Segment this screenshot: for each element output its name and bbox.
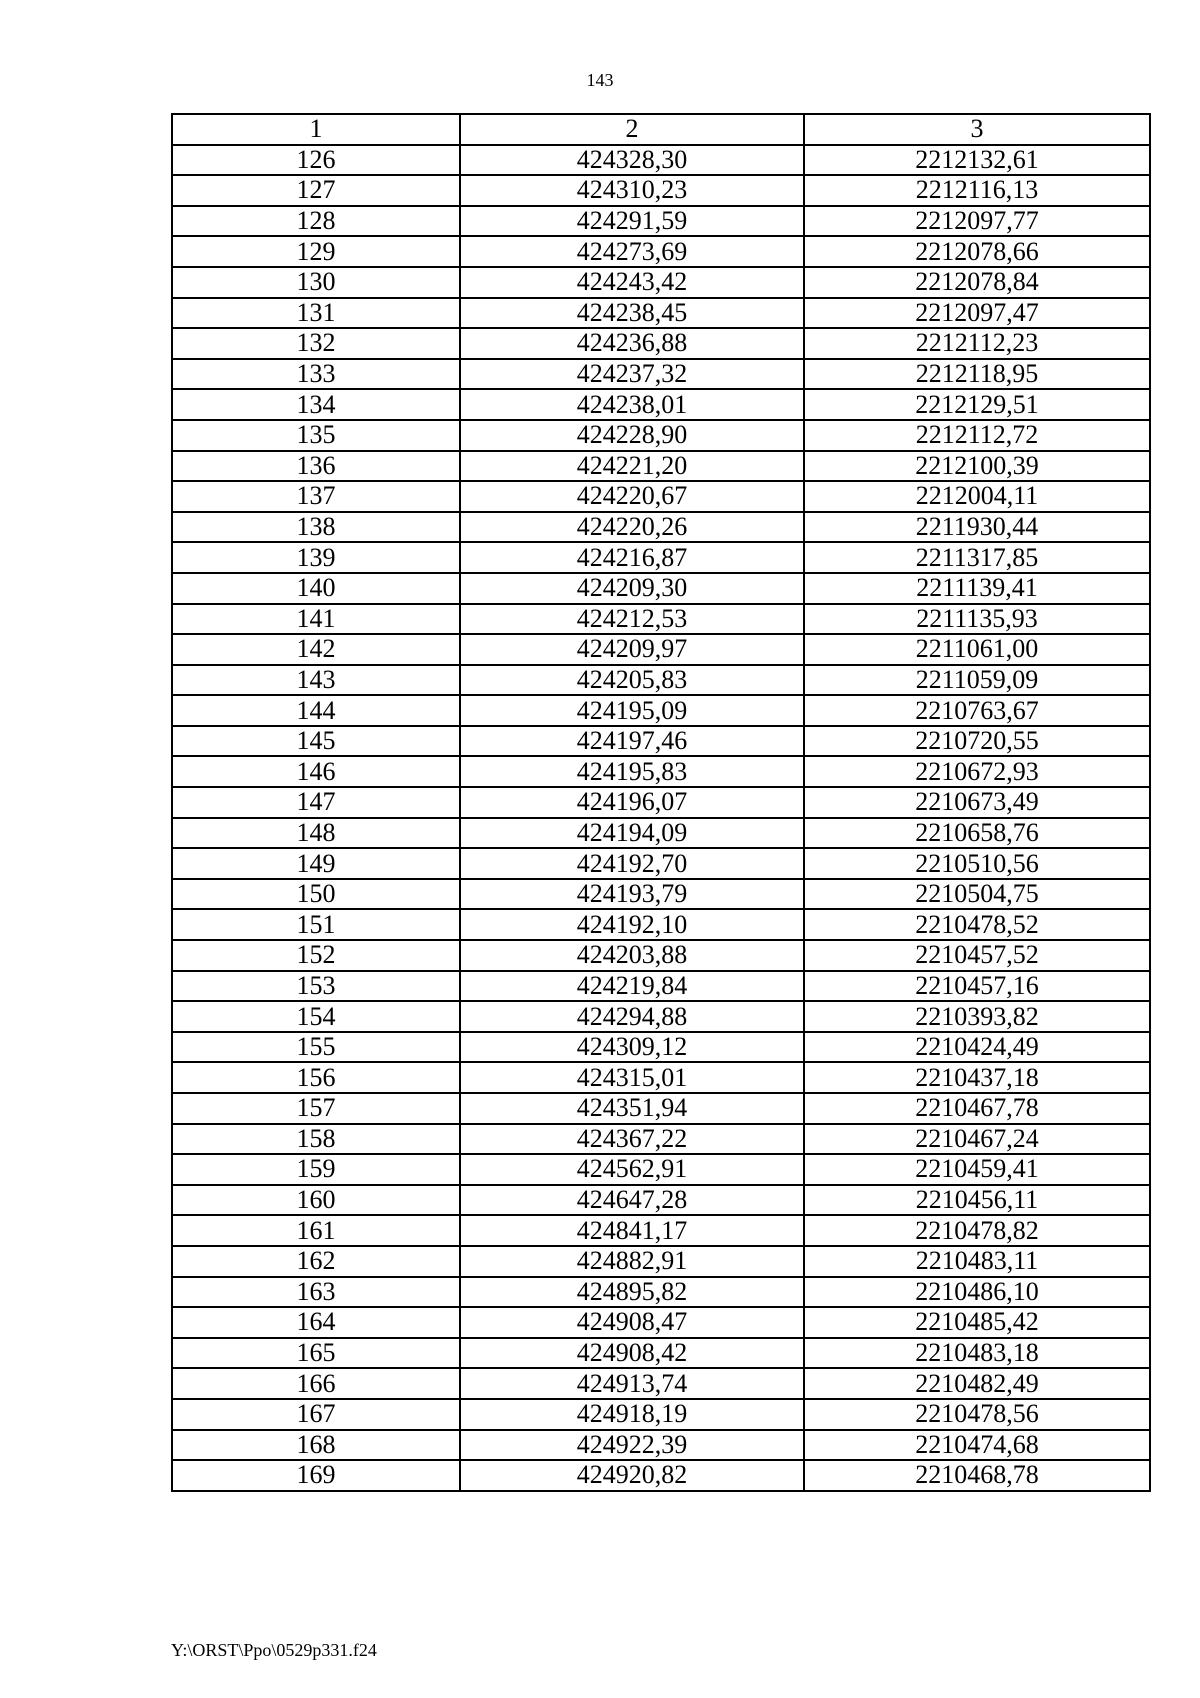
y-coordinate-cell: 2212097,77 [804, 206, 1150, 237]
y-coordinate-cell: 2210478,82 [804, 1215, 1150, 1246]
x-coordinate-cell: 424195,09 [460, 695, 804, 726]
point-number-cell: 138 [172, 512, 460, 543]
y-coordinate-cell: 2210672,93 [804, 756, 1150, 787]
x-coordinate-cell: 424220,67 [460, 481, 804, 512]
table-row [172, 940, 1150, 971]
point-number-cell: 168 [172, 1430, 460, 1461]
y-coordinate-cell: 2211930,44 [804, 512, 1150, 543]
table-row [172, 726, 1150, 757]
x-coordinate-cell: 424882,91 [460, 1246, 804, 1277]
x-coordinate-cell: 424908,42 [460, 1338, 804, 1369]
x-coordinate-cell: 424243,42 [460, 267, 804, 298]
x-coordinate-cell: 424895,82 [460, 1277, 804, 1308]
table-row [172, 420, 1150, 451]
column-header-3: 3 [804, 114, 1150, 145]
y-coordinate-cell: 2210424,49 [804, 1032, 1150, 1063]
x-coordinate-cell: 424193,79 [460, 879, 804, 910]
x-coordinate-cell: 424219,84 [460, 971, 804, 1002]
table-row [172, 909, 1150, 940]
point-number-cell: 132 [172, 328, 460, 359]
x-coordinate-cell: 424291,59 [460, 206, 804, 237]
y-coordinate-cell: 2210504,75 [804, 879, 1150, 910]
x-coordinate-cell: 424913,74 [460, 1368, 804, 1399]
table-row [172, 756, 1150, 787]
point-number-cell: 128 [172, 206, 460, 237]
table-row [172, 604, 1150, 635]
y-coordinate-cell: 2211061,00 [804, 634, 1150, 665]
point-number-cell: 135 [172, 420, 460, 451]
point-number-cell: 143 [172, 665, 460, 696]
point-number-cell: 152 [172, 940, 460, 971]
table-header-row [172, 114, 1150, 145]
y-coordinate-cell: 2210485,42 [804, 1307, 1150, 1338]
x-coordinate-cell: 424294,88 [460, 1001, 804, 1032]
y-coordinate-cell: 2210457,52 [804, 940, 1150, 971]
x-coordinate-cell: 424203,88 [460, 940, 804, 971]
x-coordinate-cell: 424194,09 [460, 818, 804, 849]
point-number-cell: 158 [172, 1124, 460, 1155]
table-row [172, 1154, 1150, 1185]
x-coordinate-cell: 424647,28 [460, 1185, 804, 1216]
y-coordinate-cell: 2211317,85 [804, 542, 1150, 573]
point-number-cell: 156 [172, 1062, 460, 1093]
y-coordinate-cell: 2210467,24 [804, 1124, 1150, 1155]
point-number-cell: 164 [172, 1307, 460, 1338]
x-coordinate-cell: 424228,90 [460, 420, 804, 451]
point-number-cell: 153 [172, 971, 460, 1002]
x-coordinate-cell: 424315,01 [460, 1062, 804, 1093]
point-number-cell: 130 [172, 267, 460, 298]
point-number-cell: 140 [172, 573, 460, 604]
y-coordinate-cell: 2210673,49 [804, 787, 1150, 818]
y-coordinate-cell: 2212100,39 [804, 451, 1150, 482]
table-row [172, 848, 1150, 879]
y-coordinate-cell: 2212116,13 [804, 175, 1150, 206]
y-coordinate-cell: 2212112,72 [804, 420, 1150, 451]
x-coordinate-cell: 424562,91 [460, 1154, 804, 1185]
x-coordinate-cell: 424920,82 [460, 1460, 804, 1491]
y-coordinate-cell: 2212118,95 [804, 359, 1150, 390]
point-number-cell: 150 [172, 879, 460, 910]
coordinates-table [171, 113, 1151, 1492]
point-number-cell: 160 [172, 1185, 460, 1216]
point-number-cell: 163 [172, 1277, 460, 1308]
x-coordinate-cell: 424908,47 [460, 1307, 804, 1338]
y-coordinate-cell: 2210720,55 [804, 726, 1150, 757]
x-coordinate-cell: 424205,83 [460, 665, 804, 696]
table-row [172, 1430, 1150, 1461]
table-row [172, 818, 1150, 849]
point-number-cell: 144 [172, 695, 460, 726]
table-row [172, 1338, 1150, 1369]
x-coordinate-cell: 424309,12 [460, 1032, 804, 1063]
x-coordinate-cell: 424196,07 [460, 787, 804, 818]
point-number-cell: 154 [172, 1001, 460, 1032]
table-row [172, 971, 1150, 1002]
point-number-cell: 131 [172, 298, 460, 329]
point-number-cell: 161 [172, 1215, 460, 1246]
x-coordinate-cell: 424310,23 [460, 175, 804, 206]
point-number-cell: 142 [172, 634, 460, 665]
y-coordinate-cell: 2212129,51 [804, 389, 1150, 420]
table-row [172, 573, 1150, 604]
point-number-cell: 145 [172, 726, 460, 757]
column-header-1: 1 [172, 114, 460, 145]
y-coordinate-cell: 2212004,11 [804, 481, 1150, 512]
table-row [172, 481, 1150, 512]
table-row [172, 175, 1150, 206]
y-coordinate-cell: 2210437,18 [804, 1062, 1150, 1093]
x-coordinate-cell: 424238,01 [460, 389, 804, 420]
table-row [172, 1307, 1150, 1338]
table-row [172, 1399, 1150, 1430]
y-coordinate-cell: 2210467,78 [804, 1093, 1150, 1124]
y-coordinate-cell: 2210456,11 [804, 1185, 1150, 1216]
point-number-cell: 136 [172, 451, 460, 482]
y-coordinate-cell: 2210474,68 [804, 1430, 1150, 1461]
x-coordinate-cell: 424212,53 [460, 604, 804, 635]
y-coordinate-cell: 2210393,82 [804, 1001, 1150, 1032]
table-row [172, 1032, 1150, 1063]
y-coordinate-cell: 2211059,09 [804, 665, 1150, 696]
x-coordinate-cell: 424221,20 [460, 451, 804, 482]
table-row [172, 879, 1150, 910]
x-coordinate-cell: 424192,70 [460, 848, 804, 879]
y-coordinate-cell: 2210478,52 [804, 909, 1150, 940]
table-body [172, 145, 1150, 1491]
x-coordinate-cell: 424238,45 [460, 298, 804, 329]
table-row [172, 1124, 1150, 1155]
y-coordinate-cell: 2210457,16 [804, 971, 1150, 1002]
table-row [172, 451, 1150, 482]
point-number-cell: 157 [172, 1093, 460, 1124]
y-coordinate-cell: 2210510,56 [804, 848, 1150, 879]
x-coordinate-cell: 424367,22 [460, 1124, 804, 1155]
x-coordinate-cell: 424192,10 [460, 909, 804, 940]
y-coordinate-cell: 2210486,10 [804, 1277, 1150, 1308]
table-row [172, 267, 1150, 298]
point-number-cell: 129 [172, 236, 460, 267]
x-coordinate-cell: 424209,30 [460, 573, 804, 604]
y-coordinate-cell: 2210459,41 [804, 1154, 1150, 1185]
y-coordinate-cell: 2211135,93 [804, 604, 1150, 635]
point-number-cell: 166 [172, 1368, 460, 1399]
y-coordinate-cell: 2212078,66 [804, 236, 1150, 267]
x-coordinate-cell: 424922,39 [460, 1430, 804, 1461]
table-row [172, 1093, 1150, 1124]
y-coordinate-cell: 2210483,11 [804, 1246, 1150, 1277]
table-row [172, 1215, 1150, 1246]
point-number-cell: 139 [172, 542, 460, 573]
point-number-cell: 155 [172, 1032, 460, 1063]
x-coordinate-cell: 424209,97 [460, 634, 804, 665]
table-row [172, 145, 1150, 176]
y-coordinate-cell: 2212112,23 [804, 328, 1150, 359]
point-number-cell: 159 [172, 1154, 460, 1185]
table-row [172, 542, 1150, 573]
table-row [172, 359, 1150, 390]
x-coordinate-cell: 424236,88 [460, 328, 804, 359]
footer-file-path: Y:\ORST\Ppo\0529p331.f24 [171, 1640, 377, 1660]
table-row [172, 1460, 1150, 1491]
x-coordinate-cell: 424237,32 [460, 359, 804, 390]
y-coordinate-cell: 2211139,41 [804, 573, 1150, 604]
table-row [172, 206, 1150, 237]
point-number-cell: 165 [172, 1338, 460, 1369]
page-number: 143 [586, 70, 614, 90]
point-number-cell: 162 [172, 1246, 460, 1277]
x-coordinate-cell: 424841,17 [460, 1215, 804, 1246]
table-row [172, 236, 1150, 267]
table-row [172, 1277, 1150, 1308]
point-number-cell: 147 [172, 787, 460, 818]
point-number-cell: 146 [172, 756, 460, 787]
table-row [172, 634, 1150, 665]
point-number-cell: 167 [172, 1399, 460, 1430]
table-row [172, 1185, 1150, 1216]
x-coordinate-cell: 424918,19 [460, 1399, 804, 1430]
y-coordinate-cell: 2210658,76 [804, 818, 1150, 849]
x-coordinate-cell: 424328,30 [460, 145, 804, 176]
point-number-cell: 133 [172, 359, 460, 390]
table-row [172, 298, 1150, 329]
table-row [172, 1062, 1150, 1093]
x-coordinate-cell: 424351,94 [460, 1093, 804, 1124]
table-row [172, 328, 1150, 359]
table-row [172, 1368, 1150, 1399]
y-coordinate-cell: 2210478,56 [804, 1399, 1150, 1430]
y-coordinate-cell: 2210482,49 [804, 1368, 1150, 1399]
point-number-cell: 134 [172, 389, 460, 420]
y-coordinate-cell: 2212097,47 [804, 298, 1150, 329]
table-row [172, 389, 1150, 420]
y-coordinate-cell: 2210483,18 [804, 1338, 1150, 1369]
x-coordinate-cell: 424220,26 [460, 512, 804, 543]
point-number-cell: 141 [172, 604, 460, 635]
x-coordinate-cell: 424216,87 [460, 542, 804, 573]
table-row [172, 665, 1150, 696]
x-coordinate-cell: 424195,83 [460, 756, 804, 787]
point-number-cell: 151 [172, 909, 460, 940]
point-number-cell: 149 [172, 848, 460, 879]
y-coordinate-cell: 2210763,67 [804, 695, 1150, 726]
point-number-cell: 126 [172, 145, 460, 176]
table-row [172, 787, 1150, 818]
x-coordinate-cell: 424197,46 [460, 726, 804, 757]
point-number-cell: 127 [172, 175, 460, 206]
point-number-cell: 148 [172, 818, 460, 849]
table-row [172, 1001, 1150, 1032]
table-row [172, 695, 1150, 726]
point-number-cell: 137 [172, 481, 460, 512]
table-row [172, 512, 1150, 543]
table-row [172, 1246, 1150, 1277]
y-coordinate-cell: 2210468,78 [804, 1460, 1150, 1491]
x-coordinate-cell: 424273,69 [460, 236, 804, 267]
column-header-2: 2 [460, 114, 804, 145]
y-coordinate-cell: 2212132,61 [804, 145, 1150, 176]
point-number-cell: 169 [172, 1460, 460, 1491]
y-coordinate-cell: 2212078,84 [804, 267, 1150, 298]
